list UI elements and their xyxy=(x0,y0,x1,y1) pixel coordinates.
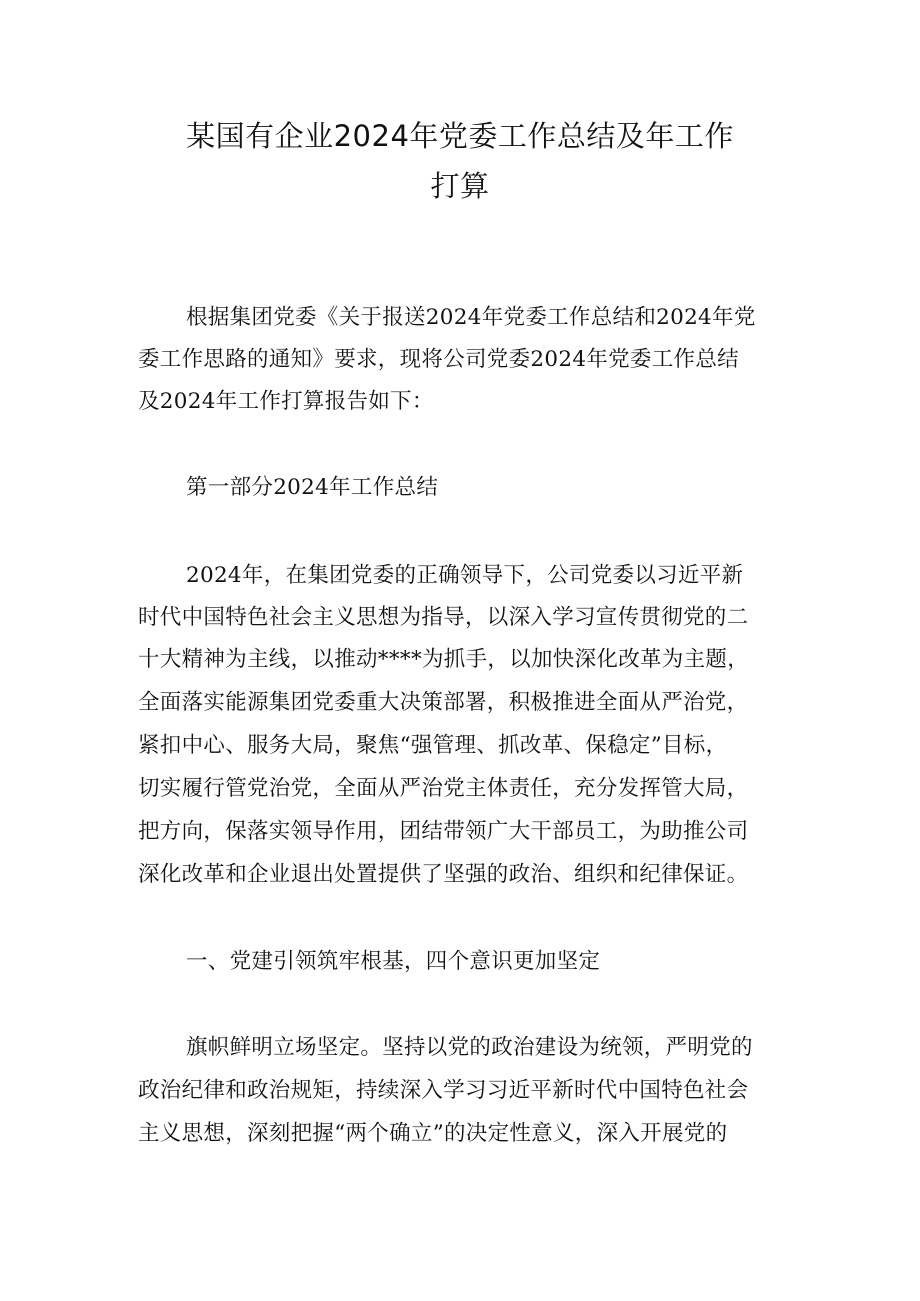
intro-line: 委工作思路的通知》要求，现将公司党委2024年党委工作总结 xyxy=(138,347,739,372)
part-heading: 第一部分2024年工作总结 xyxy=(186,475,439,500)
intro-line: 根据集团党委《关于报送2024年党委工作总结和2024年党 xyxy=(186,305,756,330)
summary-line: 紧扣中心、服务大局，聚焦“强管理、抓改革、保稳定”目标， xyxy=(138,733,728,758)
section-heading: 一、党建引领筑牢根基，四个意识更加坚定 xyxy=(186,949,601,974)
section-paragraph-line: 主义思想，深刻把握“两个确立”的决定性意义，深入开展党的 xyxy=(138,1121,728,1146)
summary-line: 时代中国特色社会主义思想为指导，以深入学习宣传贯彻党的二 xyxy=(138,605,749,630)
section-paragraph-line: 旗帜鲜明立场坚定。坚持以党的政治建设为统领，严明党的 xyxy=(186,1035,753,1060)
summary-line: 全面落实能源集团党委重大决策部署，积极推进全面从严治党， xyxy=(138,690,749,715)
document-title-continued: 打算 xyxy=(430,169,490,203)
summary-line: 2024年，在集团党委的正确领导下，公司党委以习近平新 xyxy=(186,563,744,588)
summary-line: 把方向，保落实领导作用，团结带领广大干部员工，为助推公司 xyxy=(138,819,749,844)
summary-line: 切实履行管党治党，全面从严治党主体责任，充分发挥管大局， xyxy=(138,776,749,801)
document-title: 某国有企业2024年党委工作总结及年工作 xyxy=(186,119,734,153)
summary-line: 深化改革和企业退出处置提供了坚强的政治、组织和纪律保证。 xyxy=(138,862,749,887)
section-paragraph-line: 政治纪律和政治规矩，持续深入学习习近平新时代中国特色社会 xyxy=(138,1078,749,1103)
intro-line: 及2024年工作打算报告如下： xyxy=(138,389,434,414)
summary-line: 十大精神为主线，以推动****为抓手，以加快深化改革为主题， xyxy=(138,647,750,672)
